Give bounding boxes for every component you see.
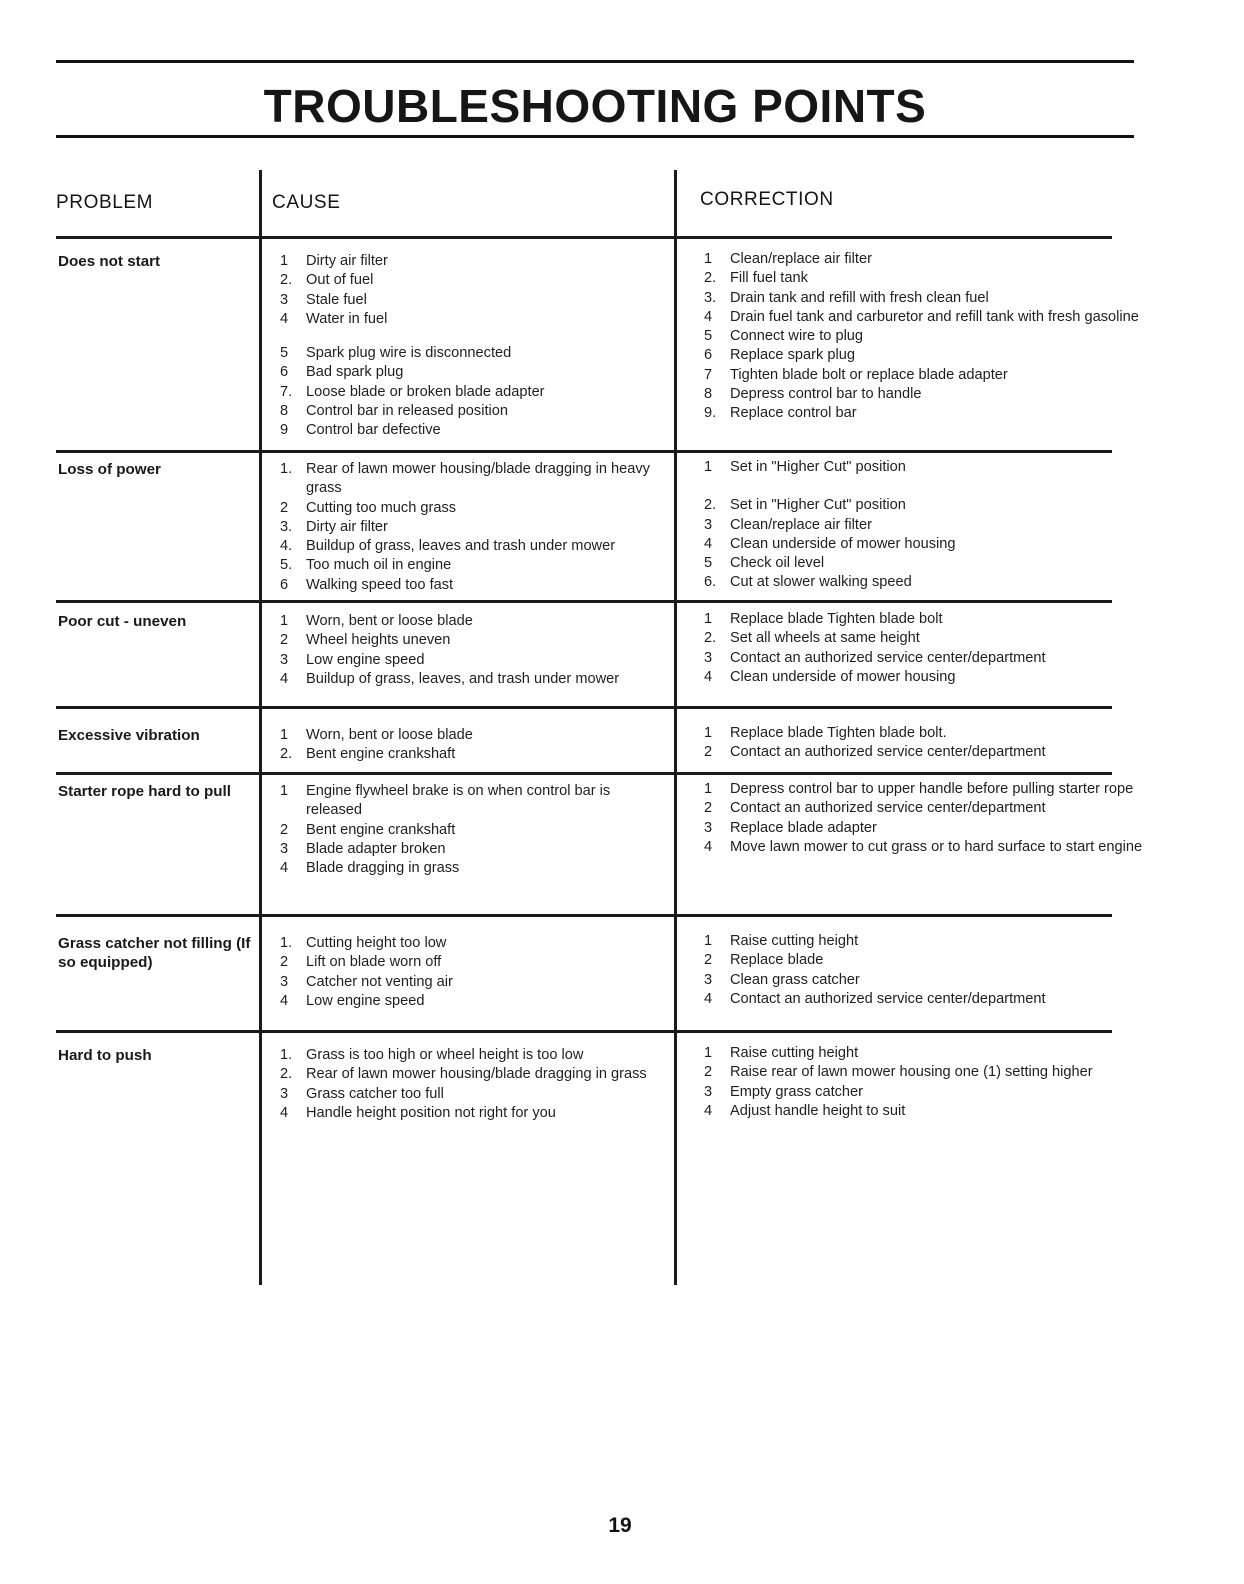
item-text: Rear of lawn mower housing/blade dragging in grass [306,1066,647,1083]
correction-item [704,308,1144,327]
correction-item [704,799,1144,818]
correction-item [704,724,1144,743]
item-text: Check oil level [730,555,825,572]
problem-label: Poor cut - uneven [58,613,187,630]
item-text: Clean grass catcher [730,971,860,988]
item-number: 1. [280,935,293,951]
item-text: Set in "Higher Cut" position [730,459,906,475]
item-number: 6 [704,347,713,364]
item-number: 3 [280,1085,289,1102]
item-text: Out of fuel [306,272,374,289]
column-header-problem: PROBLEM [56,192,154,213]
item-text: Drain fuel tank and carburetor and refill tank with fresh gasoline [730,308,1139,325]
cause-item [280,973,670,992]
cause-item [280,460,670,499]
correction-item [704,1063,1144,1082]
item-number: 3 [704,819,713,836]
correction-item [704,838,1144,857]
cause-item [280,344,670,363]
item-text: Raise cutting height [730,933,859,949]
item-text: Fill fuel tank [730,270,808,287]
item-text: Dirty air filter [306,518,388,535]
item-number: 2 [704,744,713,761]
item-number: 1 [280,783,289,799]
item-number: 1 [704,725,713,741]
problem-label: Does not start [58,253,161,270]
item-number: 3 [280,651,289,668]
item-number: 9. [704,405,717,422]
item-number: 4 [280,670,289,687]
cause-item [280,1065,670,1084]
cause-item [280,252,670,271]
item-number: 4 [280,860,289,877]
item-number: 2 [704,1064,713,1081]
item-text: Rear of lawn mower housing/blade dragging in heavy grass [306,461,650,497]
row-separator [56,236,261,239]
item-text: Set all wheels at same height [730,630,920,647]
item-text: Clean underside of mower housing [730,668,956,685]
cause-item [280,612,670,631]
item-number: 1 [704,781,713,797]
cause-list [280,726,670,765]
item-text: Engine flywheel brake is on when control bar is released [306,783,611,819]
item-text: Water in fuel [306,310,388,327]
item-text: Dirty air filter [306,253,388,269]
cause-item [280,726,670,745]
row-separator [261,706,674,709]
item-text: Contact an authorized service center/department [730,649,1046,666]
cause-item [280,499,670,518]
correction-item [704,1044,1144,1063]
item-text: Walking speed too fast [306,576,454,593]
correction-item [704,366,1144,385]
item-number: 3 [704,516,713,533]
item-number: 3 [704,1083,713,1100]
cause-item [280,556,670,575]
item-text: Replace blade adapter [730,819,877,836]
correction-item [704,819,1144,838]
correction-item [704,385,1144,404]
item-text: Bent engine crankshaft [306,746,456,763]
cause-item [280,421,670,440]
item-number: 2. [704,497,717,514]
item-text: Worn, bent or loose blade [306,613,473,629]
item-number: 4 [280,310,289,327]
item-number: 3. [280,518,293,535]
item-text: Replace spark plug [730,347,855,364]
correction-item [704,554,1144,573]
item-text: Replace control bar [730,405,857,422]
correction-list [704,932,1144,1009]
item-number: 3 [280,291,289,308]
correction-list [704,610,1144,687]
item-text: Connect wire to plug [730,328,864,345]
cause-item [280,821,670,840]
correction-item [704,780,1144,799]
row-separator [56,772,261,775]
item-number: 8 [704,386,713,403]
row-separator [677,772,1112,775]
item-text: Replace blade Tighten blade bolt [730,611,943,627]
problem-label: Starter rope hard to pull [58,783,231,800]
cause-list [280,782,670,878]
item-number: 1 [280,727,289,743]
item-text: Cutting height too low [306,935,447,951]
correction-item [704,573,1144,592]
item-number: 4 [704,668,713,685]
row-separator [677,1030,1112,1033]
column-header-cause: CAUSE [272,192,341,213]
item-number: 4 [280,1104,289,1121]
row-separator [261,600,674,603]
correction-item [704,346,1144,365]
row-separator [56,1030,261,1033]
title-bottom-rule [56,135,1134,138]
item-number: 2 [704,952,713,969]
cause-item [280,782,670,821]
item-number: 3 [280,973,289,990]
cause-list [280,1046,670,1123]
correction-item [704,250,1144,269]
problem-label: Excessive vibration [58,727,200,744]
cause-item [280,745,670,764]
item-text: Cut at slower walking speed [730,574,912,591]
item-number: 5 [704,328,713,345]
correction-item [704,535,1144,554]
cause-item [280,670,670,689]
cause-item [280,1104,670,1123]
cause-item [280,651,670,670]
item-number: 1 [704,1045,713,1061]
item-number: 2 [280,954,289,971]
item-number: 1 [704,933,713,949]
item-text: Empty grass catcher [730,1083,864,1100]
item-text: Worn, bent or loose blade [306,727,473,743]
item-text: Tighten blade bolt or replace blade adapter [730,366,1008,383]
item-text: Lift on blade worn off [306,954,442,971]
item-text: Wheel heights uneven [306,632,451,649]
item-number: 7. [280,383,293,400]
item-text: Low engine speed [306,651,425,668]
item-number: 3 [280,840,289,857]
item-text: Clean/replace air filter [730,516,872,533]
item-text: Control bar defective [306,422,441,439]
item-text: Move lawn mower to cut grass or to hard surface to start engine [730,838,1143,855]
cause-item [280,631,670,650]
cause-item [280,271,670,290]
item-number: 4 [704,838,713,855]
problem-label: Loss of power [58,461,161,478]
correction-item [704,743,1144,762]
row-separator [677,236,1112,239]
item-number: 4. [280,538,293,555]
cause-item [280,576,670,595]
page-number: 19 [608,1514,632,1537]
cause-item [280,1085,670,1104]
item-number: 9 [280,422,289,439]
column-header-correction: CORRECTION [700,189,834,210]
item-number: 5 [704,555,713,572]
item-text: Handle height position not right for you [306,1104,556,1121]
row-separator [261,236,674,239]
item-number: 3 [704,649,713,666]
item-text: Contact an authorized service center/department [730,990,1046,1007]
item-text: Buildup of grass, leaves and trash under mower [306,538,616,555]
column-divider-left [259,170,262,1285]
item-text: Clean/replace air filter [730,251,872,267]
cause-item [280,518,670,537]
item-number: 4 [280,992,289,1009]
item-text: Blade dragging in grass [306,860,460,877]
title-top-rule [56,60,1134,63]
item-text: Control bar in released position [306,403,508,420]
item-text: Clean underside of mower housing [730,535,956,552]
cause-list [280,934,670,1011]
correction-list [704,458,1144,593]
item-text: Drain tank and refill with fresh clean fuel [730,289,989,306]
cause-list [280,252,670,441]
item-text: Depress control bar to upper handle before pulling starter rope [730,781,1134,797]
cause-item [280,992,670,1011]
correction-item [704,649,1144,668]
row-separator [677,914,1112,917]
correction-item [704,269,1144,288]
item-text: Blade adapter broken [306,840,446,857]
item-text: Grass catcher too full [306,1085,444,1102]
page-title: TROUBLESHOOTING POINTS [263,80,927,132]
item-text: Set in "Higher Cut" position [730,497,906,514]
item-text: Replace blade Tighten blade bolt. [730,725,947,741]
cause-item [280,934,670,953]
item-text: Raise rear of lawn mower housing one (1) setting higher [730,1064,1093,1081]
item-text: Contact an authorized service center/department [730,744,1046,761]
item-text: Spark plug wire is disconnected [306,345,512,362]
item-number: 7 [704,366,713,383]
cause-item [280,310,670,329]
row-separator [677,706,1112,709]
problem-label: Grass catcher not filling (If so equipped) [58,935,251,972]
correction-item [704,289,1144,308]
problem-label: Hard to push [58,1047,152,1064]
item-text: Raise cutting height [730,1045,859,1061]
correction-item [704,610,1144,629]
item-number: 4 [704,990,713,1007]
row-separator [677,450,1112,453]
item-number: 4 [704,1102,713,1119]
cause-item [280,383,670,402]
item-text: Depress control bar to handle [730,386,922,403]
item-number: 1 [280,253,289,269]
item-number: 3. [704,289,717,306]
correction-item [704,1083,1144,1102]
item-number: 2 [280,632,289,649]
item-text: Grass is too high or wheel height is too low [306,1047,584,1063]
item-number: 2. [704,630,717,647]
correction-item [704,629,1144,648]
item-text: Buildup of grass, leaves, and trash under mower [306,670,620,687]
cause-item [280,537,670,556]
item-number: 1 [704,611,713,627]
row-separator [56,600,261,603]
item-text: Cutting too much grass [306,499,457,516]
row-separator [261,1030,674,1033]
cause-item [280,402,670,421]
cause-item [280,1046,670,1065]
cause-item [280,953,670,972]
item-number: 5. [280,557,293,574]
item-text: Adjust handle height to suit [730,1102,906,1119]
item-number: 1 [704,459,713,475]
correction-list [704,1044,1144,1121]
row-separator [677,600,1112,603]
item-number: 2. [280,746,293,763]
item-number: 1 [704,251,713,267]
item-number: 4 [704,535,713,552]
item-text: Low engine speed [306,992,425,1009]
item-number: 1. [280,461,293,477]
correction-item [704,932,1144,951]
row-separator [56,706,261,709]
item-number: 6 [280,364,289,381]
row-separator [261,450,674,453]
item-text: Replace blade [730,952,824,969]
item-text: Stale fuel [306,291,367,308]
item-text: Bad spark plug [306,364,404,381]
correction-item [704,971,1144,990]
item-number: 2. [704,270,717,287]
item-number: 2. [280,272,293,289]
item-number: 1 [280,613,289,629]
item-number: 2 [280,821,289,838]
correction-item [704,458,1144,477]
correction-item [704,951,1144,970]
item-text: Catcher not venting air [306,973,453,990]
correction-item [704,990,1144,1009]
item-text: Contact an authorized service center/department [730,800,1046,817]
correction-item [704,1102,1144,1121]
row-separator [56,450,261,453]
cause-item [280,291,670,310]
correction-list [704,780,1144,857]
cause-list [280,612,670,689]
column-divider-right [674,170,677,1285]
item-number: 5 [280,345,289,362]
item-text: Bent engine crankshaft [306,821,456,838]
correction-item [704,668,1144,687]
item-number: 4 [704,308,713,325]
item-number: 3 [704,971,713,988]
item-number: 6 [280,576,289,593]
correction-list [704,724,1144,763]
correction-item [704,404,1144,423]
row-separator [261,914,674,917]
item-number: 6. [704,574,717,591]
correction-item [704,327,1144,346]
item-number: 2 [704,800,713,817]
row-separator [261,772,674,775]
correction-item [704,496,1144,515]
correction-item [704,516,1144,535]
item-text: Loose blade or broken blade adapter [306,383,545,400]
item-number: 1. [280,1047,293,1063]
item-text: Too much oil in engine [306,557,452,574]
item-number: 2 [280,499,289,516]
item-number: 8 [280,403,289,420]
cause-list [280,460,670,595]
cause-item [280,859,670,878]
correction-list [704,250,1144,424]
cause-item [280,840,670,859]
cause-item [280,363,670,382]
item-number: 2. [280,1066,293,1083]
row-separator [56,914,261,917]
